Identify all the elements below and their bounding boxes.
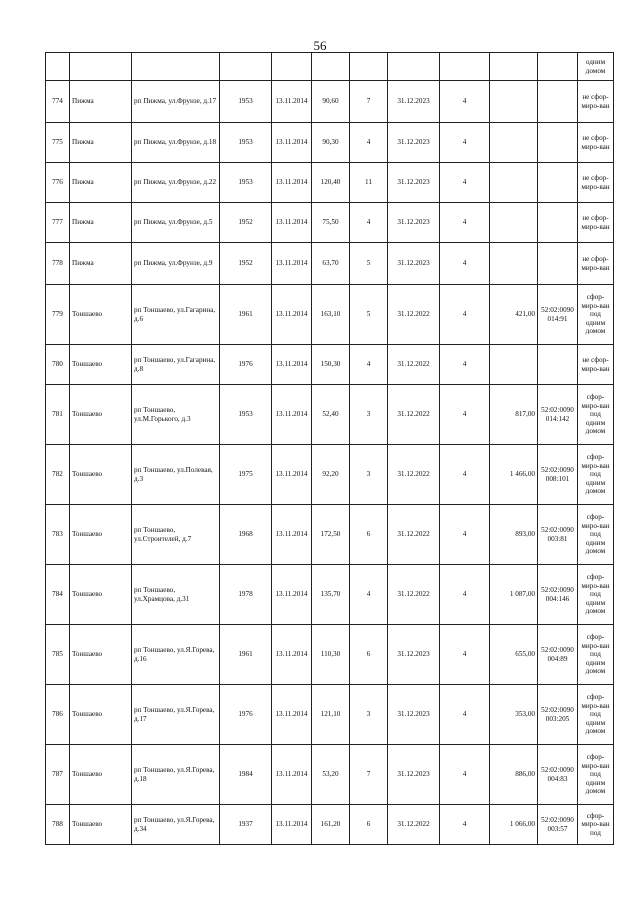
cell-mark: 4 <box>440 445 490 505</box>
cell-mark: 4 <box>440 285 490 345</box>
cell-year: 1952 <box>220 203 272 243</box>
cell-date: 13.11.2014 <box>272 685 312 745</box>
cell-locality: Тоншаево <box>70 625 132 685</box>
cell-status: сфор-миро-ван под одним домом <box>578 445 614 505</box>
cell-address: рп Тоншаево, ул.Храмцова, д.31 <box>132 565 220 625</box>
cell-area: 75,50 <box>312 203 350 243</box>
cell-year: 1976 <box>220 685 272 745</box>
cell-date: 13.11.2014 <box>272 243 312 285</box>
cell-cadastral: 52:02:0090003:81 <box>538 505 578 565</box>
cell-cost <box>490 345 538 385</box>
table-row <box>46 505 614 565</box>
cell-status: не сфор-миро-ван <box>578 203 614 243</box>
cell-cost: 893,00 <box>490 505 538 565</box>
cell-year <box>220 53 272 81</box>
cell-end: 31.12.2023 <box>388 81 440 123</box>
cell-area: 52,40 <box>312 385 350 445</box>
cell-address: рп Тоншаево, ул.М.Горького, д.3 <box>132 385 220 445</box>
cell-status: сфор-миро-ван под <box>578 805 614 845</box>
cell-date: 13.11.2014 <box>272 745 312 805</box>
cell-area: 150,30 <box>312 345 350 385</box>
cell-date: 13.11.2014 <box>272 123 312 163</box>
cell-cost <box>490 203 538 243</box>
cell-year: 1968 <box>220 505 272 565</box>
cell-end: 31.12.2023 <box>388 625 440 685</box>
table-row <box>46 565 614 625</box>
table-row <box>46 163 614 203</box>
cell-count: 4 <box>350 203 388 243</box>
cell-address: рп Тоншаево, ул.Гагарина, д.8 <box>132 345 220 385</box>
cell-status: сфор-миро-ван под одним домом <box>578 285 614 345</box>
cell-count: 4 <box>350 123 388 163</box>
cell-locality: Тоншаево <box>70 505 132 565</box>
table-row <box>46 385 614 445</box>
cell-year: 1976 <box>220 345 272 385</box>
cell-end: 31.12.2023 <box>388 243 440 285</box>
cell-count: 4 <box>350 345 388 385</box>
cell-cadastral: 52:02:0090004:89 <box>538 625 578 685</box>
cell-count: 3 <box>350 445 388 505</box>
cell-locality: Тоншаево <box>70 565 132 625</box>
cell-end: 31.12.2022 <box>388 445 440 505</box>
cell-count: 11 <box>350 163 388 203</box>
cell-cost: 817,00 <box>490 385 538 445</box>
cell-status: не сфор-миро-ван <box>578 123 614 163</box>
cell-locality: Пижма <box>70 123 132 163</box>
cell-date: 13.11.2014 <box>272 565 312 625</box>
cell-status: не сфор-миро-ван <box>578 81 614 123</box>
cell-date: 13.11.2014 <box>272 81 312 123</box>
cell-status: сфор-миро-ван под одним домом <box>578 565 614 625</box>
cell-count: 7 <box>350 745 388 805</box>
cell-cadastral: 52:02:0090003:57 <box>538 805 578 845</box>
cell-date: 13.11.2014 <box>272 505 312 565</box>
cell-locality: Пижма <box>70 203 132 243</box>
cell-num: 775 <box>46 123 70 163</box>
cell-area: 53,20 <box>312 745 350 805</box>
cell-num: 782 <box>46 445 70 505</box>
cell-cadastral <box>538 203 578 243</box>
cell-locality: Пижма <box>70 243 132 285</box>
cell-mark: 4 <box>440 123 490 163</box>
cell-cadastral: 52:02:0090014:91 <box>538 285 578 345</box>
housing-registry-table <box>45 52 614 845</box>
cell-cost <box>490 123 538 163</box>
cell-date: 13.11.2014 <box>272 203 312 243</box>
cell-date: 13.11.2014 <box>272 163 312 203</box>
cell-area: 90,60 <box>312 81 350 123</box>
cell-num: 783 <box>46 505 70 565</box>
cell-cost: 421,00 <box>490 285 538 345</box>
table-row <box>46 243 614 285</box>
cell-mark: 4 <box>440 243 490 285</box>
cell-num: 778 <box>46 243 70 285</box>
cell-count: 7 <box>350 81 388 123</box>
cell-end: 31.12.2022 <box>388 385 440 445</box>
cell-cadastral: 52:02:0090004:146 <box>538 565 578 625</box>
cell-status: сфор-миро-ван под одним домом <box>578 745 614 805</box>
cell-cost: 1 066,00 <box>490 805 538 845</box>
cell-num: 779 <box>46 285 70 345</box>
cell-date <box>272 53 312 81</box>
cell-end: 31.12.2022 <box>388 505 440 565</box>
cell-status: сфор-миро-ван под одним домом <box>578 385 614 445</box>
cell-address: рп Тоншаево, ул.Гагарина, д.6 <box>132 285 220 345</box>
cell-cadastral: 52:02:0090014:142 <box>538 385 578 445</box>
cell-cost <box>490 53 538 81</box>
cell-count <box>350 53 388 81</box>
cell-year: 1975 <box>220 445 272 505</box>
cell-status: сфор-миро-ван под одним домом <box>578 625 614 685</box>
cell-mark: 4 <box>440 685 490 745</box>
cell-address: рп Пижма, ул.Фрунзе, д.22 <box>132 163 220 203</box>
table-row <box>46 445 614 505</box>
cell-year: 1953 <box>220 81 272 123</box>
cell-locality: Тоншаево <box>70 385 132 445</box>
cell-num: 784 <box>46 565 70 625</box>
table-row <box>46 81 614 123</box>
table-row-continued <box>46 53 614 81</box>
cell-address: рп Тоншаево, ул.Полевая, д.3 <box>132 445 220 505</box>
cell-date: 13.11.2014 <box>272 285 312 345</box>
cell-date: 13.11.2014 <box>272 805 312 845</box>
table-row <box>46 685 614 745</box>
cell-cadastral: 52:02:0090008:101 <box>538 445 578 505</box>
cell-cost: 1 087,00 <box>490 565 538 625</box>
cell-address: рп Пижма, ул.Фрунзе, д.18 <box>132 123 220 163</box>
cell-cost <box>490 81 538 123</box>
cell-status: не сфор-миро-ван <box>578 243 614 285</box>
cell-cost: 886,00 <box>490 745 538 805</box>
cell-end: 31.12.2023 <box>388 745 440 805</box>
cell-num: 776 <box>46 163 70 203</box>
cell-locality: Тоншаево <box>70 345 132 385</box>
cell-status: не сфор-миро-ван <box>578 163 614 203</box>
cell-mark: 4 <box>440 625 490 685</box>
cell-area: 161,20 <box>312 805 350 845</box>
cell-count: 6 <box>350 505 388 565</box>
cell-end: 31.12.2023 <box>388 685 440 745</box>
cell-date: 13.11.2014 <box>272 445 312 505</box>
cell-year: 1961 <box>220 625 272 685</box>
table-row <box>46 285 614 345</box>
cell-address: рп Тоншаево, ул.Я.Горева, д.18 <box>132 745 220 805</box>
table-row <box>46 625 614 685</box>
cell-cost: 353,00 <box>490 685 538 745</box>
cell-end: 31.12.2023 <box>388 123 440 163</box>
cell-end: 31.12.2023 <box>388 163 440 203</box>
cell-end: 31.12.2023 <box>388 203 440 243</box>
cell-cadastral <box>538 123 578 163</box>
cell-num: 781 <box>46 385 70 445</box>
cell-year: 1952 <box>220 243 272 285</box>
cell-count: 5 <box>350 285 388 345</box>
cell-cost: 655,00 <box>490 625 538 685</box>
cell-end: 31.12.2022 <box>388 345 440 385</box>
table-row <box>46 805 614 845</box>
cell-status: сфор-миро-ван под одним домом <box>578 685 614 745</box>
cell-end: 31.12.2022 <box>388 565 440 625</box>
cell-area: 172,50 <box>312 505 350 565</box>
cell-count: 6 <box>350 805 388 845</box>
cell-cadastral <box>538 163 578 203</box>
cell-mark: 4 <box>440 163 490 203</box>
cell-cadastral <box>538 53 578 81</box>
cell-locality: Тоншаево <box>70 685 132 745</box>
cell-area: 110,30 <box>312 625 350 685</box>
cell-address: рп Пижма, ул.Фрунзе, д.9 <box>132 243 220 285</box>
cell-year: 1961 <box>220 285 272 345</box>
cell-mark: 4 <box>440 505 490 565</box>
table-row <box>46 203 614 243</box>
cell-num: 780 <box>46 345 70 385</box>
cell-mark: 4 <box>440 805 490 845</box>
cell-locality <box>70 53 132 81</box>
cell-year: 1953 <box>220 385 272 445</box>
cell-num: 787 <box>46 745 70 805</box>
cell-area: 135,70 <box>312 565 350 625</box>
cell-address: рп Пижма, ул.Фрунзе, д.5 <box>132 203 220 243</box>
cell-locality: Пижма <box>70 81 132 123</box>
cell-cadastral <box>538 243 578 285</box>
cell-date: 13.11.2014 <box>272 345 312 385</box>
cell-mark: 4 <box>440 81 490 123</box>
cell-cadastral <box>538 81 578 123</box>
cell-num: 777 <box>46 203 70 243</box>
cell-status: не сфор-миро-ван <box>578 345 614 385</box>
cell-mark: 4 <box>440 345 490 385</box>
cell-area <box>312 53 350 81</box>
cell-area: 63,70 <box>312 243 350 285</box>
cell-mark: 4 <box>440 203 490 243</box>
cell-address: рп Тоншаево, ул.Строителей, д.7 <box>132 505 220 565</box>
cell-area: 90,30 <box>312 123 350 163</box>
cell-date: 13.11.2014 <box>272 625 312 685</box>
cell-year: 1953 <box>220 163 272 203</box>
cell-count: 5 <box>350 243 388 285</box>
cell-area: 120,40 <box>312 163 350 203</box>
cell-area: 163,10 <box>312 285 350 345</box>
cell-year: 1937 <box>220 805 272 845</box>
cell-mark: 4 <box>440 745 490 805</box>
cell-area: 121,10 <box>312 685 350 745</box>
cell-locality: Тоншаево <box>70 745 132 805</box>
cell-num: 786 <box>46 685 70 745</box>
table-row <box>46 345 614 385</box>
cell-locality: Тоншаево <box>70 805 132 845</box>
cell-locality: Тоншаево <box>70 285 132 345</box>
cell-num: 788 <box>46 805 70 845</box>
cell-mark: 4 <box>440 565 490 625</box>
cell-cadastral <box>538 345 578 385</box>
cell-end: 31.12.2022 <box>388 805 440 845</box>
table-row <box>46 745 614 805</box>
cell-mark <box>440 53 490 81</box>
cell-end: 31.12.2022 <box>388 285 440 345</box>
cell-cadastral: 52:02:0090003:205 <box>538 685 578 745</box>
table-body <box>46 53 614 845</box>
cell-address: рп Тоншаево, ул.Я.Горева, д.16 <box>132 625 220 685</box>
cell-address: рп Тоншаево, ул.Я.Горева, д.17 <box>132 685 220 745</box>
cell-address: рп Пижма, ул.Фрунзе, д.17 <box>132 81 220 123</box>
cell-year: 1984 <box>220 745 272 805</box>
cell-address: рп Тоншаево, ул.Я.Горева, д.34 <box>132 805 220 845</box>
cell-count: 3 <box>350 685 388 745</box>
cell-num <box>46 53 70 81</box>
page-number: 56 <box>313 38 327 53</box>
cell-count: 4 <box>350 565 388 625</box>
cell-num: 785 <box>46 625 70 685</box>
cell-date: 13.11.2014 <box>272 385 312 445</box>
cell-cost <box>490 163 538 203</box>
cell-cost <box>490 243 538 285</box>
cell-status: одним домом <box>578 53 614 81</box>
cell-count: 6 <box>350 625 388 685</box>
cell-status: сфор-миро-ван под одним домом <box>578 505 614 565</box>
cell-address <box>132 53 220 81</box>
cell-locality: Тоншаево <box>70 445 132 505</box>
cell-mark: 4 <box>440 385 490 445</box>
cell-count: 3 <box>350 385 388 445</box>
cell-area: 92,20 <box>312 445 350 505</box>
cell-cadastral: 52:02:0090004:83 <box>538 745 578 805</box>
cell-year: 1953 <box>220 123 272 163</box>
cell-num: 774 <box>46 81 70 123</box>
cell-cost: 1 466,00 <box>490 445 538 505</box>
cell-year: 1978 <box>220 565 272 625</box>
cell-locality: Пижма <box>70 163 132 203</box>
cell-end <box>388 53 440 81</box>
table-row <box>46 123 614 163</box>
